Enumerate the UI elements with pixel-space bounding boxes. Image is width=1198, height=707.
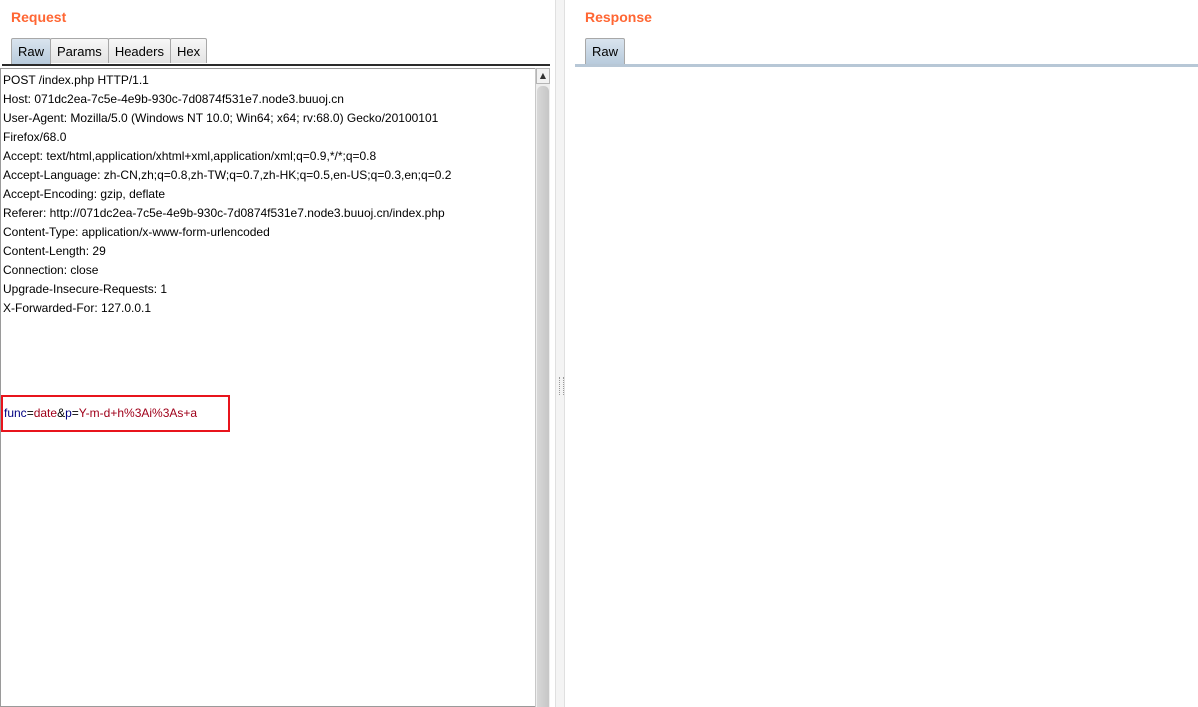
response-pane (566, 0, 1198, 707)
tab-underline (2, 64, 550, 66)
header-content-length: Content-Length: 29 (3, 244, 106, 258)
header-x-forwarded-for: X-Forwarded-For: 127.0.0.1 (3, 301, 152, 315)
param-name-p: p (65, 406, 72, 420)
highlight-box (1, 395, 230, 432)
tab-params[interactable]: Params (50, 38, 109, 63)
divider-grip-icon[interactable] (559, 377, 564, 395)
header-accept: Accept: text/html,application/xhtml+xml,application/xml;q=0.9,*/*;q=0.8 (3, 149, 377, 163)
header-accept-language: Accept-Language: zh-CN,zh;q=0.8,zh-TW;q=0.7,zh-HK;q=0.5,en-US;q=0.3,en;q=0.2 (3, 168, 452, 182)
response-title: Response (585, 9, 652, 25)
split-divider[interactable] (555, 0, 565, 707)
param-value-p: Y-m-d+h%3Ai%3As+a (78, 406, 198, 420)
header-accept-encoding: Accept-Encoding: gzip, deflate (3, 187, 166, 201)
request-scrollbar[interactable] (535, 68, 550, 707)
param-name-func: func (4, 406, 27, 420)
response-raw-editor[interactable] (575, 68, 1198, 707)
header-host: Host: 071dc2ea-7c5e-4e9b-930c-7d0874f531e7.node3.buuoj.cn (3, 92, 344, 106)
request-title: Request (11, 9, 67, 25)
tab-hex[interactable]: Hex (170, 38, 207, 63)
header-upgrade-insecure: Upgrade-Insecure-Requests: 1 (3, 282, 168, 296)
header-user-agent-cont: Firefox/68.0 (3, 130, 67, 144)
tab-headers[interactable]: Headers (108, 38, 171, 63)
param-eq: = (26, 406, 34, 420)
request-header-lines (3, 71, 451, 318)
param-eq: = (71, 406, 79, 420)
header-referer: Referer: http://071dc2ea-7c5e-4e9b-930c-7d0874f531e7.node3.buuoj.cn/index.php (3, 206, 445, 220)
header-user-agent: User-Agent: Mozilla/5.0 (Windows NT 10.0; Win64; x64; rv:68.0) Gecko/20100101 (3, 111, 439, 125)
response-tab-underline (575, 64, 1198, 67)
param-value-func: date (33, 406, 58, 420)
scroll-up-arrow-icon[interactable]: ▲ (536, 68, 550, 84)
request-line: POST /index.php HTTP/1.1 (3, 73, 149, 87)
param-amp: & (57, 406, 66, 420)
scroll-thumb[interactable] (537, 86, 549, 707)
request-tabs (11, 38, 206, 64)
tab-raw[interactable]: Raw (11, 38, 51, 64)
response-tab-raw[interactable]: Raw (585, 38, 625, 64)
header-content-type: Content-Type: application/x-www-form-urlencoded (3, 225, 270, 239)
request-pane (0, 0, 551, 707)
header-connection: Connection: close (3, 263, 99, 277)
response-tabs (585, 38, 624, 64)
request-raw-editor[interactable] (0, 68, 535, 707)
